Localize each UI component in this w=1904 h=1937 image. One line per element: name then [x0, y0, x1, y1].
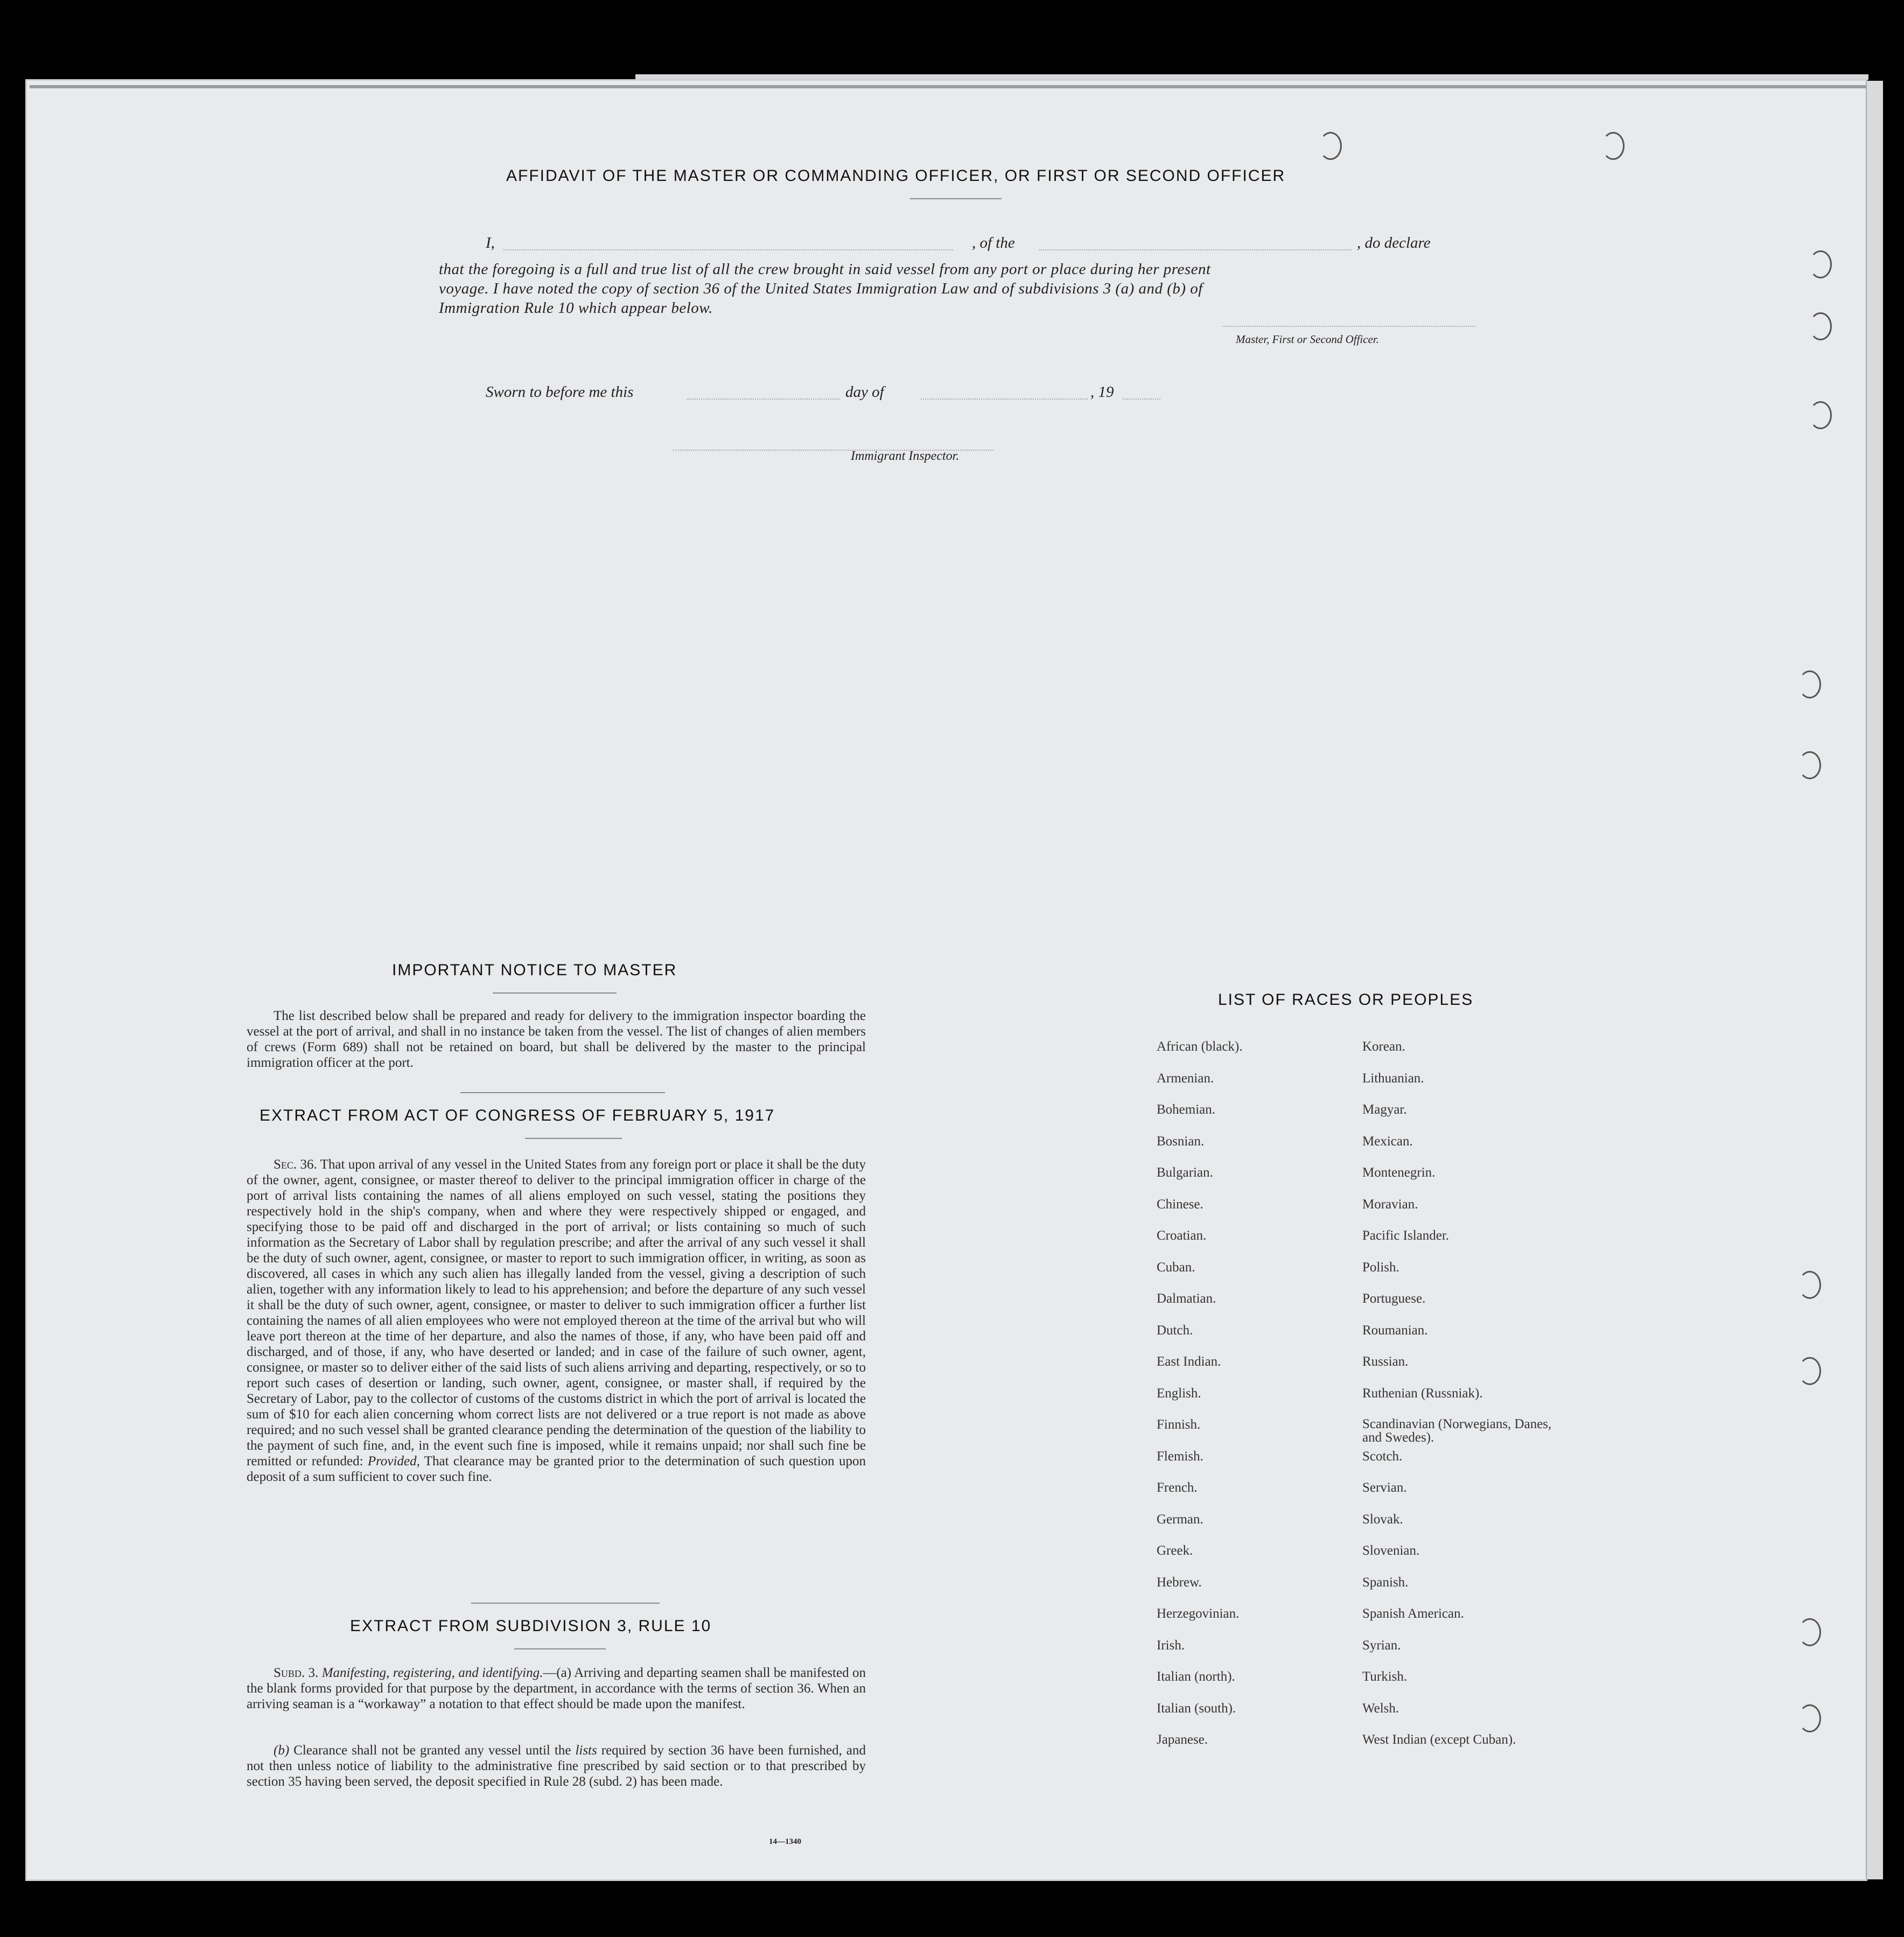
- race-item: Spanish.: [1362, 1575, 1409, 1590]
- inspector-caption: Immigrant Inspector.: [851, 449, 960, 463]
- extract-rule-underline: [514, 1648, 606, 1649]
- race-item: Hebrew.: [1157, 1575, 1202, 1590]
- race-item: Japanese.: [1157, 1732, 1208, 1747]
- race-item: Mexican.: [1362, 1134, 1413, 1149]
- page-top-edge: [30, 85, 1866, 88]
- race-item: Italian (south).: [1157, 1701, 1236, 1716]
- race-item: Chinese.: [1157, 1197, 1203, 1212]
- race-item: Bulgarian.: [1157, 1165, 1213, 1180]
- sworn-text: Sworn to before me this: [486, 383, 634, 401]
- race-item: German.: [1157, 1512, 1203, 1527]
- section-divider: [471, 1603, 660, 1604]
- race-item: Croatian.: [1157, 1228, 1207, 1243]
- subd-b-text: [247, 1743, 866, 1789]
- sworn-month-field[interactable]: [921, 398, 1088, 400]
- race-item: French.: [1157, 1480, 1198, 1495]
- race-item: Flemish.: [1157, 1449, 1203, 1464]
- races-title: LIST OF RACES OR PEOPLES: [1218, 991, 1474, 1009]
- subd-label: Subd. 3.: [274, 1666, 319, 1680]
- race-item: Lithuanian.: [1362, 1071, 1424, 1086]
- race-item: Dalmatian.: [1157, 1291, 1216, 1306]
- punch-hole-icon: [1798, 751, 1821, 779]
- extract-act-text: [247, 1157, 866, 1485]
- extract-underline: [525, 1138, 622, 1139]
- affidavit-line: voyage. I have noted the copy of section 36 of the United States Immigration Law and of subdivisions 3 (a) and (b) of: [439, 280, 1203, 297]
- subd-b-lists: lists: [575, 1743, 597, 1758]
- race-item: Italian (north).: [1157, 1669, 1235, 1684]
- race-item: Spanish American.: [1362, 1606, 1464, 1621]
- race-item: Pacific Islander.: [1362, 1228, 1450, 1243]
- punch-hole-icon: [1319, 132, 1342, 160]
- punch-hole-icon: [1798, 670, 1821, 698]
- sworn-day-field[interactable]: [687, 398, 840, 400]
- race-item: Ruthenian (Russniak).: [1362, 1386, 1483, 1401]
- section-body: That upon arrival of any vessel in the United States from any foreign port or place it shall be the duty of the owner, agent, consignee, or master thereof to deliver to the principal immigration officer in charge of the port of arrival lists containing the names of all aliens employed on such vessel, stating the positions they respectively hold in the ship's company, when and where they were respectively shipped or engaged, and specifying those to be paid off and discharged in the port of arrival; or lists containing so much of such information as the Secretary of Labor shall by regulation prescribe; and after the arrival of any such vessel it shall be the duty of such owner, agent, consignee, or master to report to such immigration officer, in writing, as soon as discovered, all cases in which any such alien has illegally landed from the vessel, giving a description of such alien, together with any information likely to lead to his apprehension; and before the departure of any such vessel it shall be the duty of such owner, agent, consignee, or master to deliver to such immigration officer a further list containing the names of all alien employees who were not employed thereon at the time of the arrival but who will leave port thereon at the time of her departure, and also the names of those, if any, who have been paid off and discharged, and of those, if any, who have deserted or landed; and in case of the failure of such owner, agent, consignee, or master so to deliver either of the said lists of such aliens arriving and departing, respectively, or so to report such cases of desertion or landing, such owner, agent, consignee, or master shall, if required by the Secretary of Labor, pay to the collector of customs of the customs district in which the port of arrival is located the sum of $10 for each alien concerning whom correct lists are not delivered or a true report is not made as above required; and no such vessel shall be granted clearance pending the determination of the question of the liability to the payment of such fine, and, in the event such fine is imposed, while it remains unpaid; nor shall such fine be remitted or refunded:: [247, 1157, 866, 1469]
- punch-hole-icon: [1798, 1704, 1821, 1732]
- affidavit-line: that the foregoing is a full and true list of all the crew brought in said vessel from any port or place during her present: [439, 261, 1211, 278]
- extract-act-title: EXTRACT FROM ACT OF CONGRESS OF FEBRUARY 5, 1917: [260, 1107, 775, 1124]
- affidavit-of-the: , of the: [972, 234, 1015, 251]
- affidavit-title: AFFIDAVIT OF THE MASTER OR COMMANDING OFFICER, OR FIRST OR SECOND OFFICER: [506, 167, 1286, 185]
- punch-hole-icon: [1809, 401, 1832, 429]
- race-item: Turkish.: [1362, 1669, 1408, 1684]
- race-item: Bohemian.: [1157, 1102, 1216, 1117]
- notice-text: The list described below shall be prepared and ready for delivery to the immigration inspector boarding the vessel at the port of arrival, and shall in no instance be taken from the vessel. The list of changes of alien members of crews (Form 689) shall not be retained on board, but shall be delivered by the master to the principal immigration officer at the port.: [247, 1009, 866, 1070]
- section-body-end: That clearance may be granted prior to the determination of such question upon deposit of a sum sufficient to cover such fine.: [247, 1454, 866, 1484]
- affidavit-line: Immigration Rule 10 which appear below.: [439, 299, 713, 317]
- race-item: Montenegrin.: [1362, 1165, 1436, 1180]
- punch-hole-icon: [1809, 250, 1832, 278]
- extract-rule-title: EXTRACT FROM SUBDIVISION 3, RULE 10: [350, 1617, 712, 1635]
- race-item: Herzegovinian.: [1157, 1606, 1240, 1621]
- race-item: Finnish.: [1157, 1417, 1201, 1432]
- race-item: Welsh.: [1362, 1701, 1399, 1716]
- subd-b-label: (b): [274, 1743, 290, 1758]
- notice-title: IMPORTANT NOTICE TO MASTER: [392, 961, 677, 979]
- race-item: Servian.: [1362, 1480, 1407, 1495]
- provided-label: Provided,: [367, 1454, 420, 1469]
- race-item: Moravian.: [1362, 1197, 1418, 1212]
- race-item: Irish.: [1157, 1638, 1185, 1653]
- section-divider: [460, 1092, 665, 1093]
- day-of-text: day of: [845, 383, 884, 401]
- race-item: Armenian.: [1157, 1071, 1214, 1086]
- master-signature-caption: Master, First or Second Officer.: [1236, 333, 1379, 346]
- race-item: West Indian (except Cuban).: [1362, 1732, 1516, 1747]
- master-signature-line[interactable]: [1222, 326, 1475, 327]
- year-text: , 19: [1090, 383, 1114, 401]
- document-page: [27, 81, 1866, 1879]
- race-item: Roumanian.: [1362, 1323, 1428, 1338]
- form-number: 14—1340: [769, 1837, 801, 1846]
- subd-a-body: Arriving and departing seamen shall be manifested on the blank forms provided for that purpose by the department, in accordance with the terms of section 36. When an arriving seaman is a “workaway” a notation to that effect should be made upon the manifest.: [247, 1666, 866, 1711]
- race-item: African (black).: [1157, 1039, 1243, 1054]
- affidavit-i: I,: [486, 234, 495, 251]
- page-right-edge: [1866, 81, 1883, 1879]
- affidavit-do-declare: , do declare: [1357, 234, 1431, 251]
- punch-hole-icon: [1798, 1357, 1821, 1385]
- subd-b-body: Clearance shall not be granted any vessel until the: [293, 1743, 571, 1758]
- subd-heading: Manifesting, registering, and identifying.: [321, 1666, 543, 1680]
- punch-hole-icon: [1798, 1618, 1821, 1646]
- subd-a-text: [247, 1665, 866, 1712]
- race-item: Bosnian.: [1157, 1134, 1205, 1149]
- punch-hole-icon: [1798, 1271, 1821, 1299]
- race-item: Slovak.: [1362, 1512, 1403, 1527]
- sworn-year-field[interactable]: [1123, 398, 1160, 400]
- race-item: Scotch.: [1362, 1449, 1403, 1464]
- title-underline: [910, 198, 1002, 199]
- race-item: Cuban.: [1157, 1260, 1195, 1275]
- race-item: Portuguese.: [1362, 1291, 1426, 1306]
- race-item: Russian.: [1362, 1354, 1409, 1369]
- section-label: Sec. 36.: [274, 1157, 317, 1172]
- race-item: Greek.: [1157, 1543, 1193, 1558]
- race-item: Magyar.: [1362, 1102, 1407, 1117]
- race-item: East Indian.: [1157, 1354, 1221, 1369]
- race-item: Slovenian.: [1362, 1543, 1420, 1558]
- race-item: Korean.: [1362, 1039, 1405, 1054]
- race-item: Dutch.: [1157, 1323, 1193, 1338]
- race-item: Scandinavian (Norwegians, Danes, and Swedes).: [1362, 1417, 1552, 1445]
- race-item: English.: [1157, 1386, 1201, 1401]
- race-item: Syrian.: [1362, 1638, 1401, 1653]
- subd-b-body-end: required by section 36 have been furnished, and not then unless notice of liability to the administrative fine prescribed by said section or to that prescribed by section 35 having been served, the deposit specified in Rule 28 (subd. 2) has been made.: [247, 1743, 866, 1789]
- page-stack-edge: [635, 74, 1868, 80]
- punch-hole-icon: [1602, 132, 1625, 160]
- race-item: Polish.: [1362, 1260, 1399, 1275]
- punch-hole-icon: [1809, 312, 1832, 340]
- subd-a-label: —(a): [543, 1666, 572, 1680]
- name-field[interactable]: [503, 249, 953, 250]
- vessel-field[interactable]: [1039, 249, 1352, 250]
- notice-underline: [493, 992, 617, 994]
